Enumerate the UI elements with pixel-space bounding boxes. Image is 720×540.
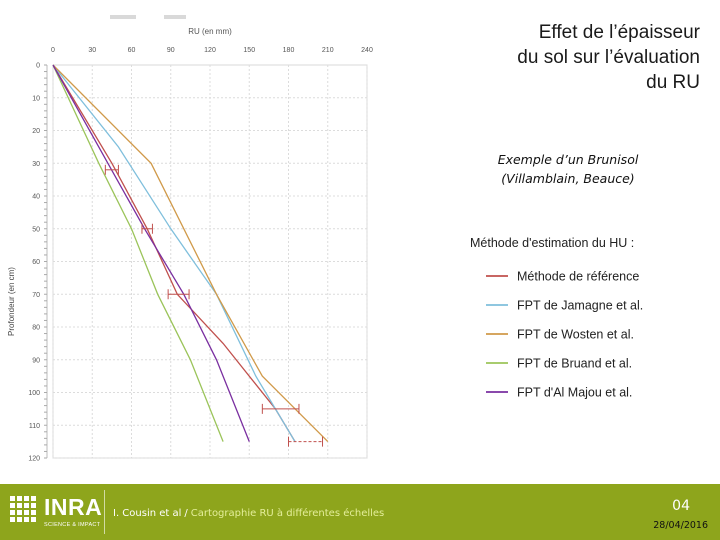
y-tick-label: 50 bbox=[32, 226, 40, 234]
slide-title-line: du sol sur l’évaluation bbox=[517, 47, 700, 68]
series-line bbox=[53, 65, 295, 442]
y-tick-label: 90 bbox=[32, 357, 40, 365]
logo-subtext: SCIENCE & IMPACT bbox=[44, 522, 101, 528]
example-line: Exemple d’un Brunisol bbox=[497, 152, 639, 167]
x-tick-label: 60 bbox=[127, 47, 136, 54]
y-tick-label: 20 bbox=[32, 128, 40, 135]
series-line bbox=[53, 65, 223, 442]
slide-title-line: du RU bbox=[646, 72, 700, 93]
y-tick-label: 40 bbox=[32, 193, 40, 201]
y-axis-label: Profondeur (en cm) bbox=[7, 267, 16, 336]
x-tick-label: 180 bbox=[282, 47, 295, 54]
y-tick-label: 10 bbox=[32, 95, 40, 103]
inra-logo-icon bbox=[6, 492, 46, 532]
legend-label: Méthode de référence bbox=[517, 269, 640, 284]
y-tick-label: 60 bbox=[32, 259, 40, 266]
series-line bbox=[53, 65, 328, 442]
series-line bbox=[53, 65, 295, 442]
footer-separator: / bbox=[184, 508, 188, 519]
footer-subject: Cartographie RU à différentes échelles bbox=[190, 508, 385, 519]
legend-label: FPT de Jamagne et al. bbox=[517, 298, 644, 313]
legend-label: FPT de Wosten et al. bbox=[517, 327, 634, 342]
y-tick-label: 70 bbox=[32, 291, 40, 299]
y-tick-label: 110 bbox=[28, 422, 40, 430]
y-tick-label: 0 bbox=[36, 62, 40, 70]
y-tick-label: 80 bbox=[32, 324, 40, 332]
legend-title: Méthode d'estimation du HU : bbox=[470, 236, 635, 250]
y-tick-label: 30 bbox=[32, 160, 40, 168]
x-tick-label: 90 bbox=[166, 47, 175, 54]
example-line: (Villamblain, Beauce) bbox=[501, 171, 635, 186]
footer-bar bbox=[0, 484, 720, 540]
x-tick-label: 0 bbox=[51, 47, 55, 54]
slide-title bbox=[517, 20, 700, 95]
legend-label: FPT de Bruand et al. bbox=[517, 356, 633, 371]
x-tick-label: 120 bbox=[204, 47, 216, 54]
logo-text: INRA bbox=[44, 494, 103, 520]
slide-title-line: Effet de l’épaisseur bbox=[538, 22, 700, 43]
x-tick-label: 240 bbox=[361, 47, 373, 54]
inra-logo bbox=[0, 484, 104, 540]
footer-credits bbox=[113, 508, 384, 519]
legend-label: FPT d'Al Majou et al. bbox=[517, 385, 633, 400]
footer-date: 28/04/2016 bbox=[653, 520, 708, 531]
x-axis-label: RU (en mm) bbox=[188, 27, 232, 36]
y-tick-label: 100 bbox=[28, 390, 40, 397]
footer-author: I. Cousin et al bbox=[113, 508, 182, 519]
x-tick-label: 150 bbox=[243, 47, 256, 54]
footer-divider bbox=[104, 490, 105, 534]
series-line bbox=[53, 65, 249, 442]
y-tick-label: 120 bbox=[28, 455, 40, 463]
example-caption bbox=[468, 150, 668, 188]
x-tick-label: 210 bbox=[321, 47, 334, 54]
page-number: 04 bbox=[672, 498, 690, 514]
x-tick-label: 30 bbox=[88, 47, 97, 54]
